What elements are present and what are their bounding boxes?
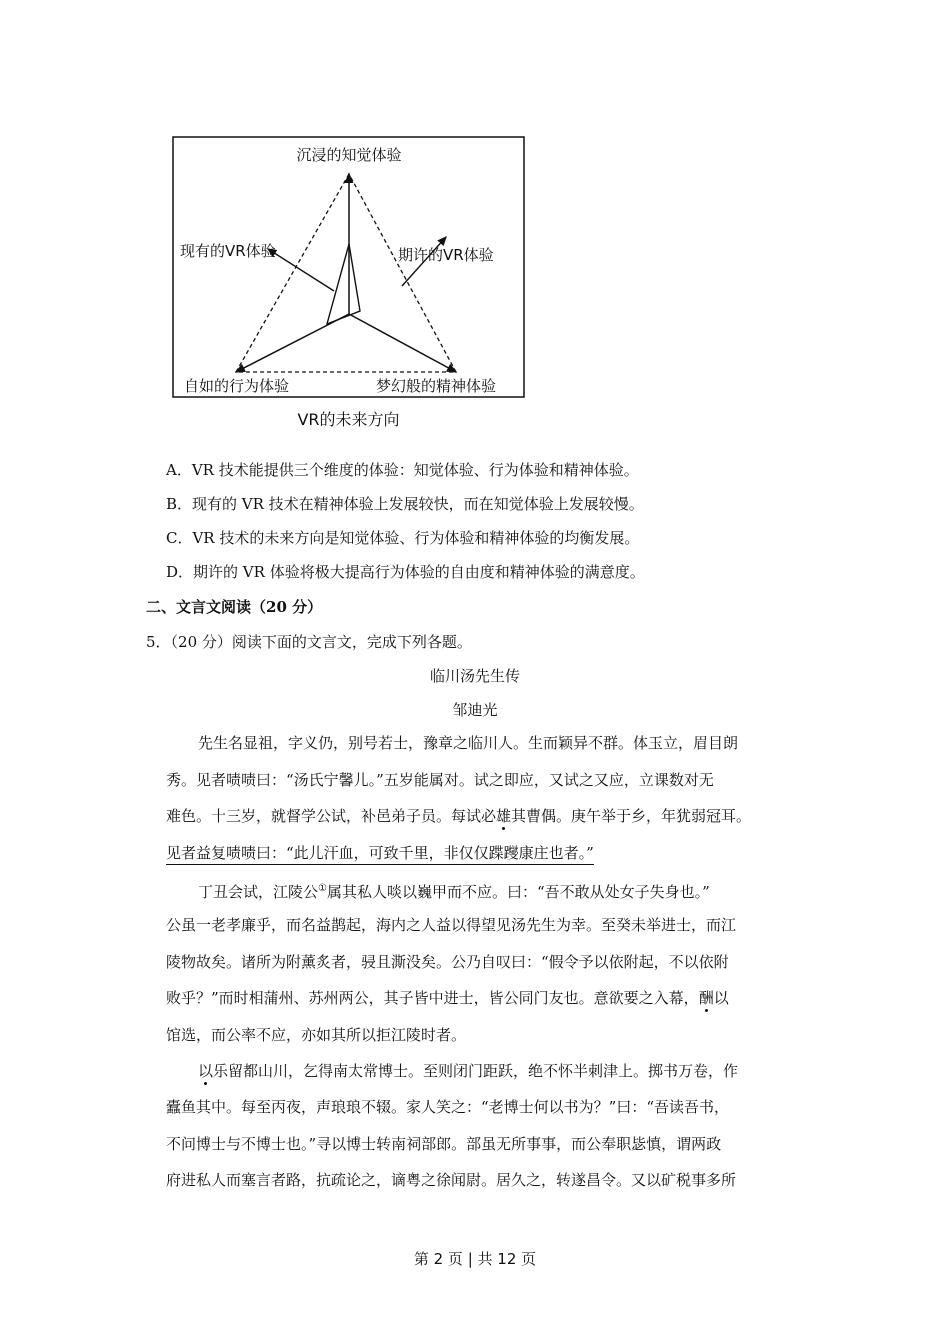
diagram-caption: VR的未来方向	[297, 410, 400, 429]
dotted-char: 以	[198, 1062, 214, 1080]
article-line: 府进私人而塞言者路，抗疏论之，谪粤之徐闻尉。居久之，转遂昌令。又以矿税事多所	[166, 1171, 737, 1189]
current-polygon	[327, 244, 360, 324]
page-footer: 第 2 页 | 共 12 页	[413, 1250, 537, 1268]
article-line	[198, 879, 710, 902]
article-line: 先生名显祖，字义仍，别号若士，豫章之临川人。生而颖异不群。体玉立，眉目朗	[198, 734, 739, 752]
label-perception: 沉浸的知觉体验	[296, 146, 402, 164]
article-text: 败乎？”而时相蒲州、苏州两公，其子皆中进士，皆公同门友也。意欲要之入幕，	[166, 989, 699, 1007]
article-line: 馆选，而公率不应，亦如其所以拒江陵时者。	[166, 1026, 467, 1044]
article-line	[166, 843, 816, 863]
article-text: 以	[713, 989, 729, 1007]
article-line: 不问博士与不博士也。”寻以博士转南祠部郎。部虽无所事事，而公奉职毖慎，谓两政	[166, 1135, 722, 1153]
future-triangle	[236, 174, 456, 372]
article-title: 临川汤先生传	[429, 667, 520, 685]
label-behavior: 自如的行为体验	[184, 377, 290, 395]
axis-spirit	[349, 314, 456, 372]
option-b: B．现有的 VR 技术在精神体验上发展较快，而在知觉体验上发展较慢。	[166, 495, 644, 513]
article-line	[198, 1061, 738, 1081]
section-title: 二、文言文阅读（20 分）	[146, 598, 323, 616]
article-text: 属其私人啖以巍甲而不应。曰：“吾不敢从处女子失身也。”	[326, 883, 710, 901]
vr-diagram-svg	[172, 136, 525, 398]
article-author: 邹迪光	[452, 701, 498, 719]
article-text: 难色。十三岁，就督学公试，补邑弟子员。每试必	[166, 807, 497, 825]
option-d: D．期许的 VR 体验将极大提高行为体验的自由度和精神体验的满意度。	[166, 563, 645, 581]
dotted-char: 酬	[698, 989, 714, 1007]
underlined-sentence: 见者益复啧啧曰：“此儿汗血，可致千里，非仅仅蹀躞康庄也者。”	[166, 844, 594, 865]
question-5: 5．（20 分）阅读下面的文言文，完成下列各题。	[146, 633, 472, 651]
article-line: 蠹鱼其中。每至丙夜，声琅琅不辍。家人笑之：“老博士何以书为？”曰：“吾读吾书，	[166, 1098, 730, 1116]
article-text: 乐留都山川，乞得南太常博士。至则闭门距跃，绝不怀半刺津上。掷书万卷，作	[213, 1062, 739, 1080]
article-line: 陵物故矣。诸所为附薰炙者，骎且澌没矣。公乃自叹曰：“假令予以依附起，不以依附	[166, 953, 729, 971]
option-a: A．VR 技术能提供三个维度的体验：知觉体验、行为体验和精神体验。	[166, 461, 639, 479]
label-current-vr: 现有的VR体验	[180, 242, 276, 260]
article-line	[166, 806, 816, 826]
article-line: 公虽一老孝廉乎，而名益鹊起，海内之人益以得望见汤先生为幸。至癸未举进士，而江	[166, 916, 737, 934]
article-text: 丁丑会试，江陵公	[198, 883, 319, 901]
option-c: C．VR 技术的未来方向是知觉体验、行为体验和精神体验的均衡发展。	[166, 529, 640, 547]
label-expected-vr: 期许的VR体验	[398, 246, 494, 264]
article-text: 其曹偶。庚午举于乡，年犹弱冠耳。	[511, 807, 752, 825]
article-line	[166, 988, 816, 1008]
footnote-mark: ①	[318, 883, 327, 894]
article-line: 秀。见者啧啧曰：“汤氏宁馨儿。”五岁能属对。试之即应，又试之又应，立课数对无	[166, 771, 714, 789]
vr-diagram	[172, 136, 525, 398]
current-pointer-arrow	[268, 249, 334, 291]
dotted-char: 雄	[496, 807, 512, 825]
label-spirit: 梦幻般的精神体验	[376, 377, 497, 395]
